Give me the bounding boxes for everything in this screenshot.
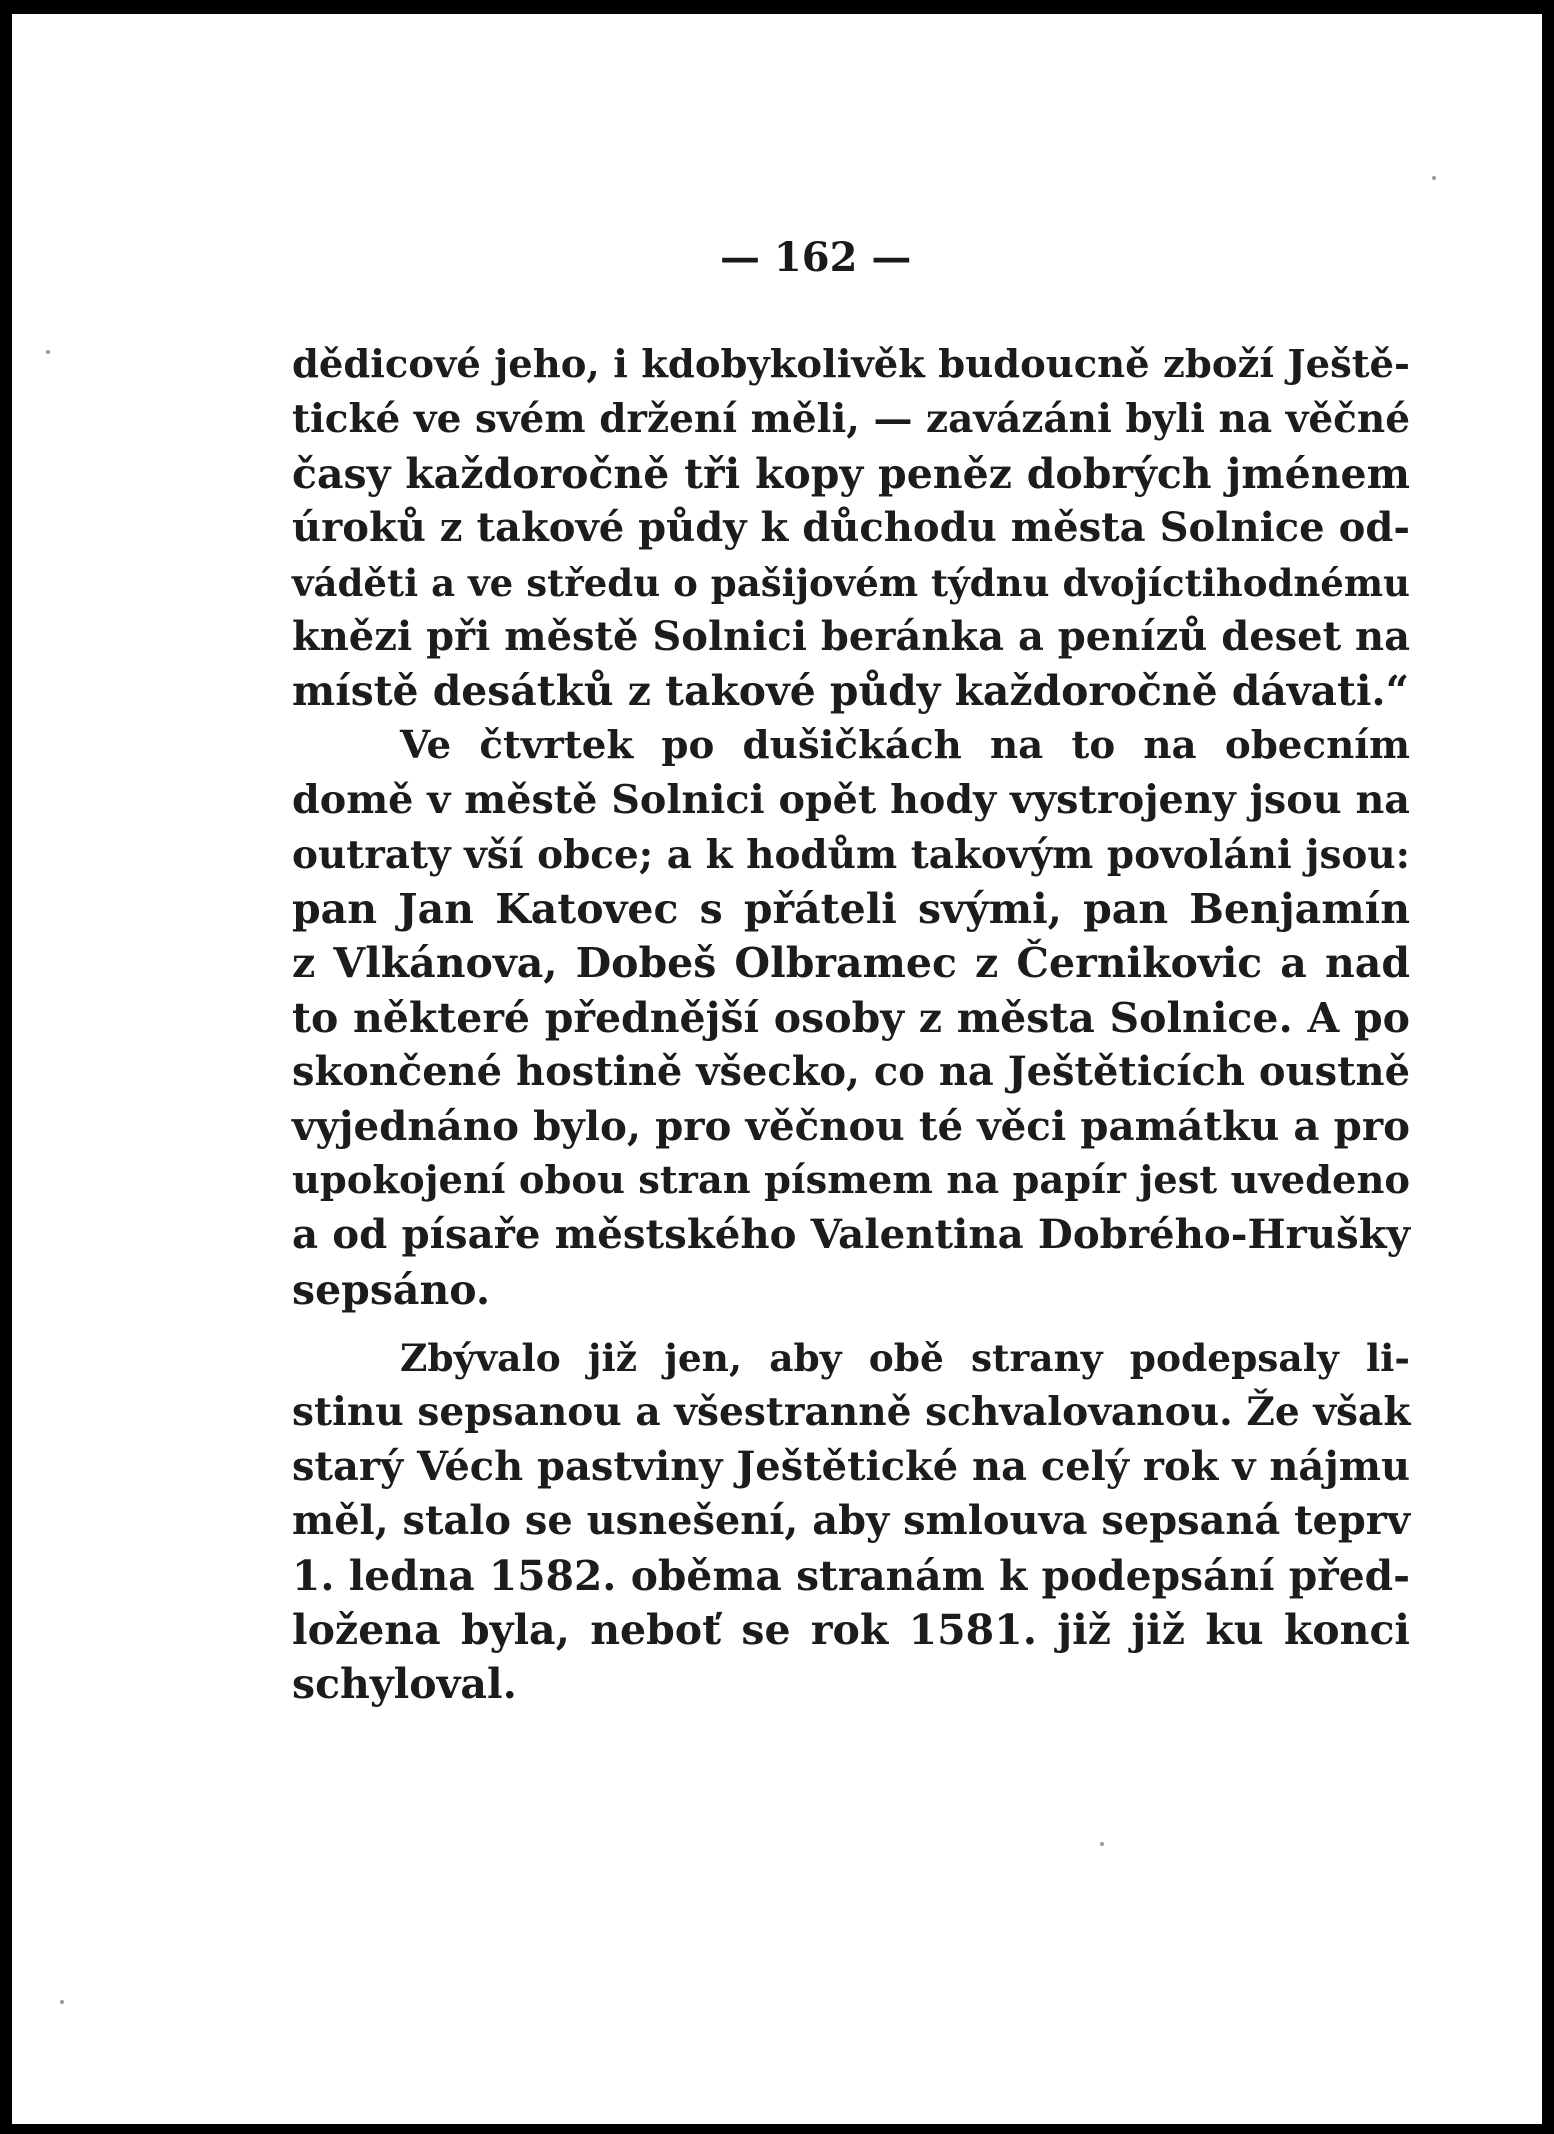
paragraph-gap [292,1317,1410,1331]
text-line: knězi při městě Solnici beránka a penízů deset na [292,612,1411,660]
text-line: časy každoročně tři kopy peněz dobrých jménem [292,449,1410,498]
text-line: domě v městě Solnici opět hody vystrojeny jsou na [292,777,1410,824]
text-line: tické ve svém držení měli, — zavázáni byli na věčné [292,396,1410,443]
scan-speck [1100,1842,1104,1846]
text-line: skončené hostině všecko, co na Ještěticích oustně [292,1048,1410,1096]
paragraph [292,338,1410,719]
text-line: to některé přednější osoby z města Solnice. A po [292,993,1410,1042]
text-line: starý Véch pastviny Ještětické na celý rok v nájmu [292,1442,1411,1490]
scan-speck [46,350,50,354]
text-line: pan Jan Katovec s přáteli svými, pan Benjamín [292,884,1410,933]
scan-speck [60,2000,64,2004]
text-line: z Vlkánova, Dobeš Olbramec z Černikovic a nad [292,939,1410,988]
text-line: a od písaře městského Valentina Dobrého-Hrušky [292,1211,1410,1259]
text-line: sepsáno. [292,1265,491,1314]
text-line: ložena byla, neboť se rok 1581. již již ku konci [292,1605,1410,1654]
text-line: 1. ledna 1582. oběma stranám k podepsání před- [292,1551,1410,1600]
text-line: Zbývalo již jen, aby obě strany podepsaly li- [400,1336,1410,1381]
page-number: — 162 — [720,234,912,281]
text-line: schyloval. [292,1660,517,1709]
body-text [292,338,1410,1712]
scan-border-top [0,0,1554,14]
text-line: místě desátků z takové půdy každoročně dávati.“ [292,667,1410,716]
text-line: upokojení obou stran písmem na papír jest uvedeno [292,1157,1410,1203]
scan-border-right [1542,0,1554,2134]
text-line: stinu sepsanou a všestranně schvalovanou. Že však [292,1389,1411,1436]
text-line: vyjednáno bylo, pro věčnou té věci památku a pro [292,1102,1410,1151]
text-line: outraty vší obce; a k hodům takovým povoláni jsou: [292,831,1410,878]
text-line: úroků z takové půdy k důchodu města Solnice od- [292,504,1410,552]
paragraph [292,1331,1410,1712]
scan-speck [1432,176,1436,180]
text-line: Ve čtvrtek po dušičkách na to na obecním [400,722,1410,768]
scan-border-left [0,0,12,2134]
text-line: měl, stalo se usnešení, aby smlouva sepsaná teprv [292,1498,1410,1545]
text-line: váděti a ve středu o pašijovém týdnu dvojíctihodnému [292,560,1410,605]
paragraph [292,719,1410,1317]
text-line: dědicové jeho, i kdobykolivěk budoucně zboží Ještě- [292,342,1410,387]
scan-border-bottom [0,2124,1554,2134]
